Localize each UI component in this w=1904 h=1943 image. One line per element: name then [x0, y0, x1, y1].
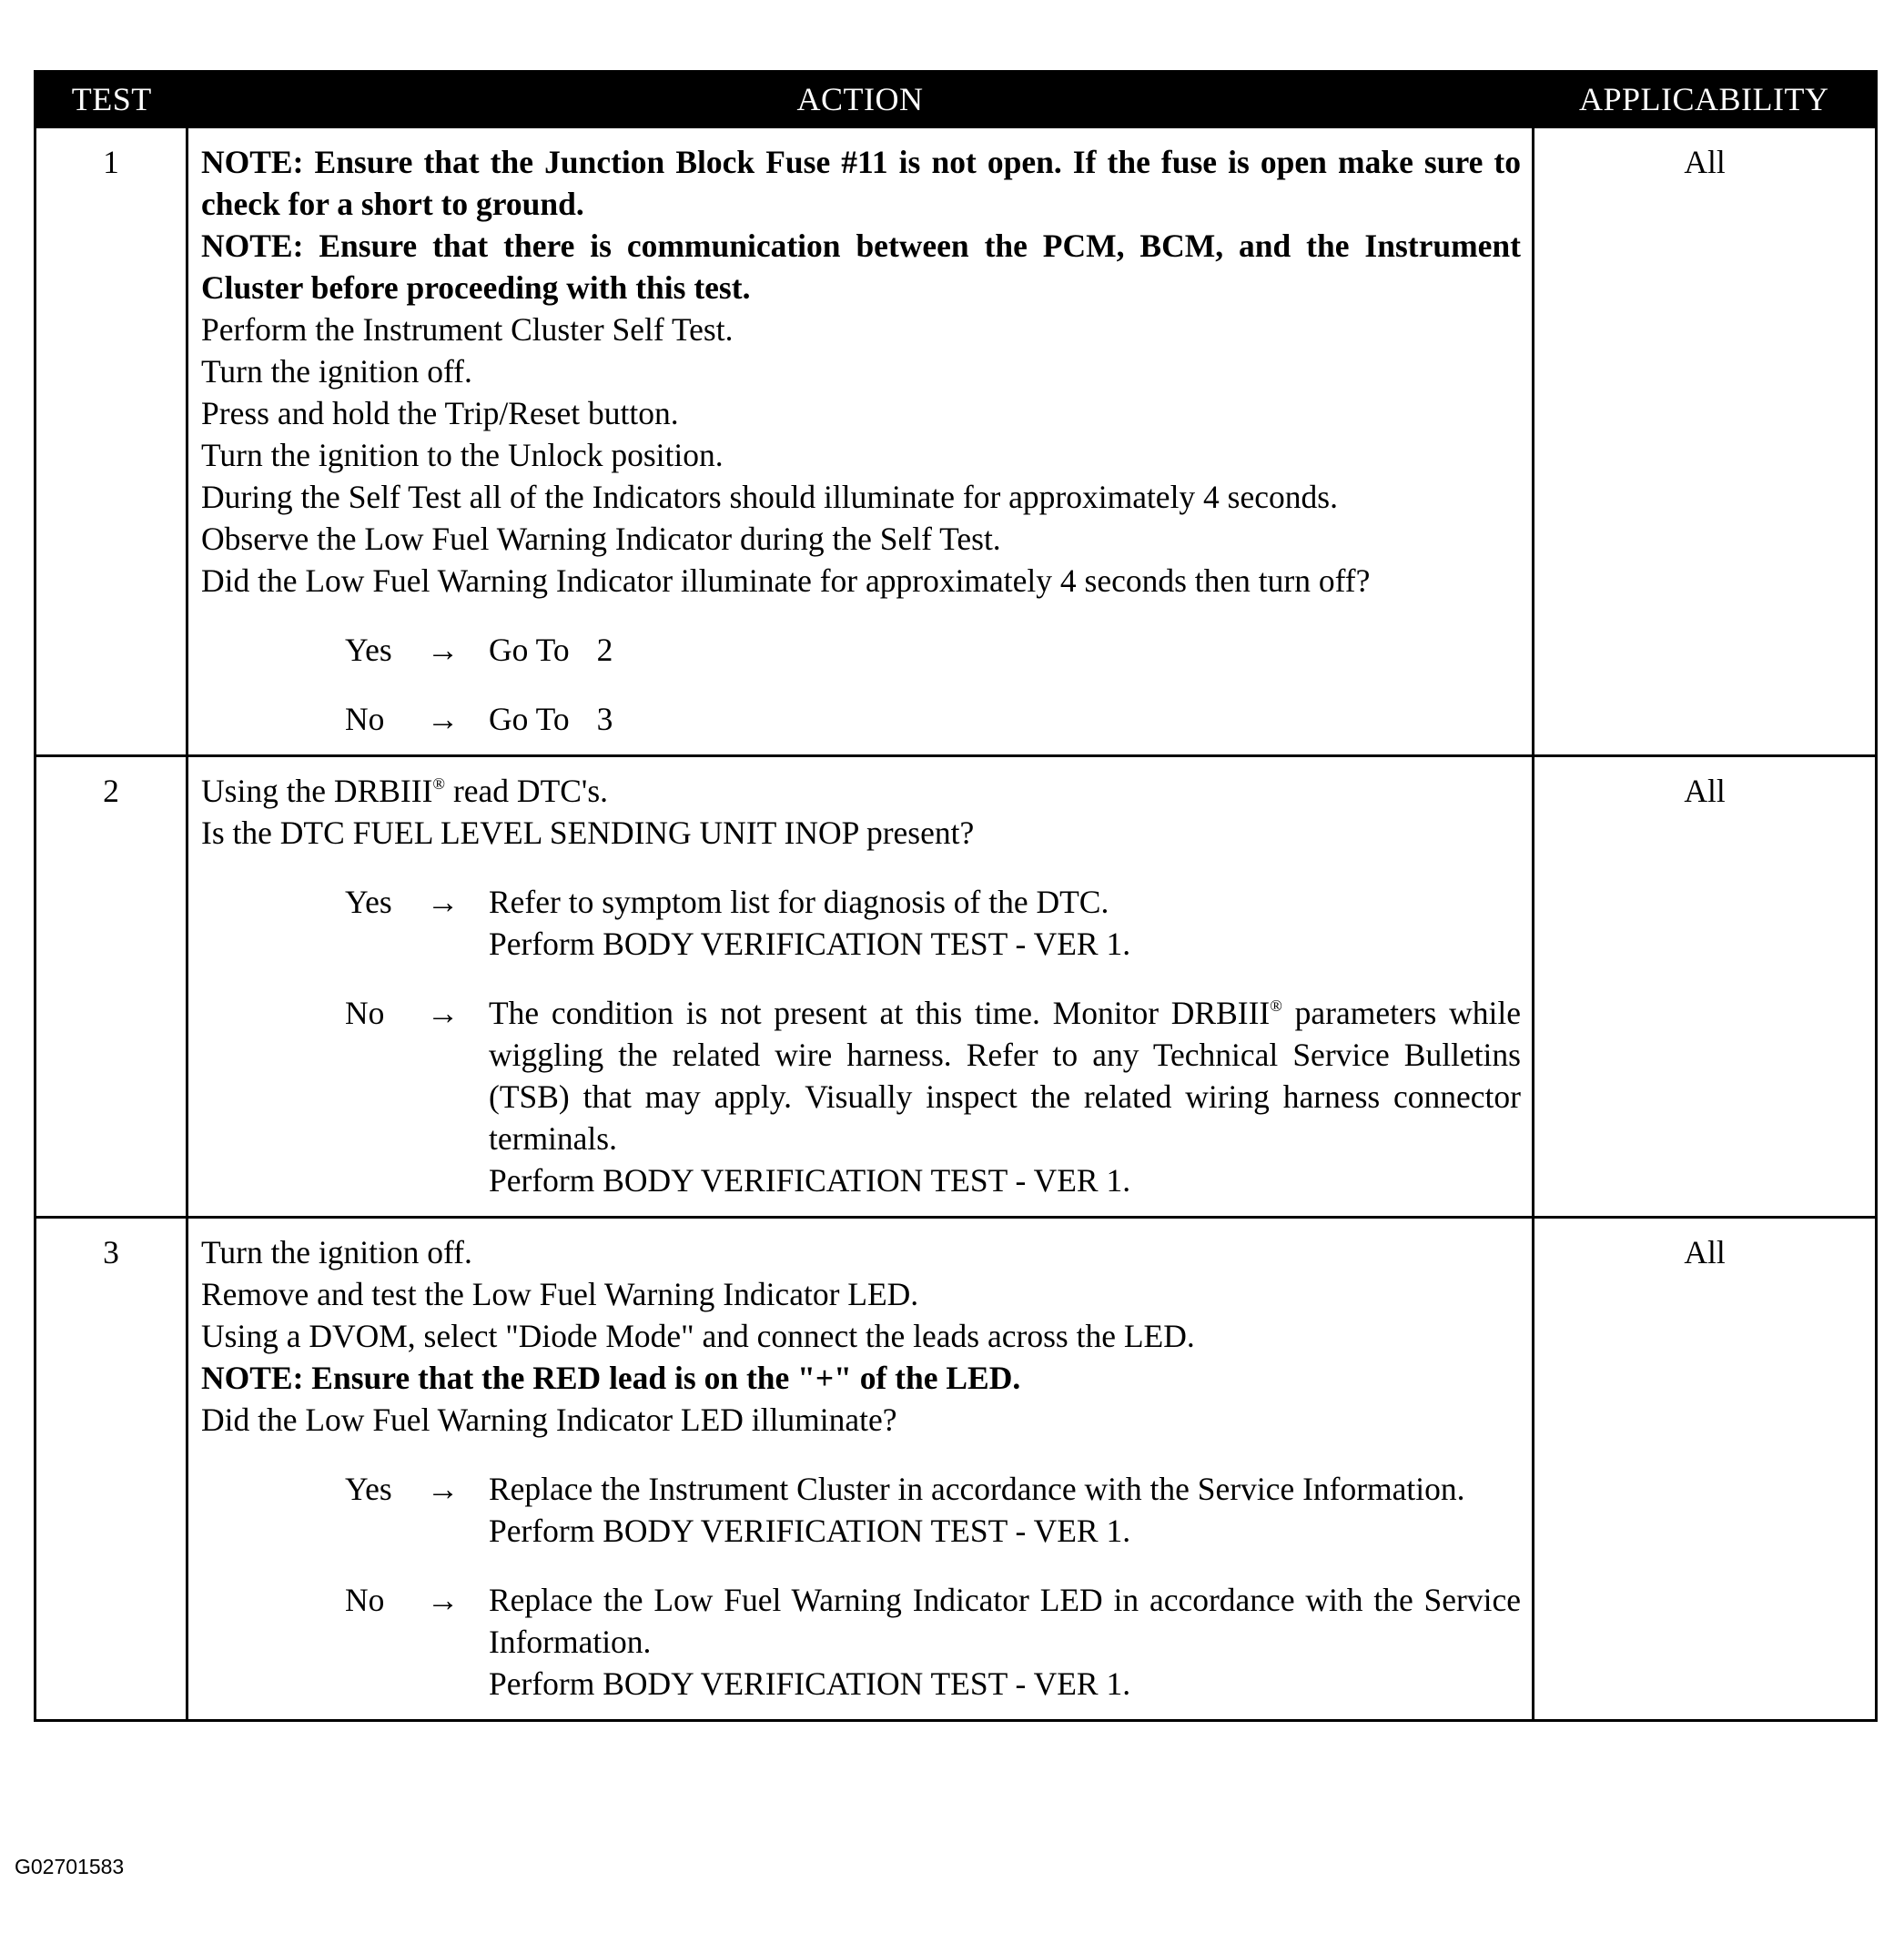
arrow-icon: → — [427, 701, 460, 737]
header-action: ACTION — [187, 72, 1534, 127]
header-test: TEST — [35, 72, 187, 127]
yes-label: Yes — [345, 1471, 392, 1507]
goto-label: Go To — [489, 632, 570, 668]
question-text: Did the Low Fuel Warning Indicator illuminate for approximately 4 seconds then turn off? — [201, 562, 1371, 599]
test-number: 1 — [35, 127, 187, 756]
no-outcome — [345, 698, 1521, 740]
action-cell — [187, 127, 1534, 756]
goto-result — [489, 629, 1521, 671]
test-number: 2 — [35, 756, 187, 1218]
step-text-part: read DTC's. — [445, 773, 609, 809]
result-text: Replace the Low Fuel Warning Indicator LED in accordance with the Service Information. — [489, 1582, 1521, 1660]
step-text: Perform the Instrument Cluster Self Test. — [201, 311, 734, 348]
no-label: No — [345, 1582, 385, 1618]
no-label: No — [345, 701, 385, 737]
test-number: 3 — [35, 1218, 187, 1721]
yes-label: Yes — [345, 884, 392, 920]
registered-mark: ® — [1270, 997, 1282, 1015]
result-text-part: The condition is not present at this time. Monitor DRBIII — [489, 995, 1271, 1031]
question-text: Is the DTC FUEL LEVEL SENDING UNIT INOP present? — [201, 815, 975, 851]
applicability-value: All — [1534, 756, 1877, 1218]
result-text — [489, 992, 1521, 1159]
no-outcome — [345, 992, 1521, 1201]
goto-label: Go To — [489, 701, 570, 737]
arrow-icon: → — [427, 884, 460, 920]
table-row — [35, 756, 1877, 1218]
verification-text: Perform BODY VERIFICATION TEST - VER 1. — [489, 1665, 1131, 1702]
verification-text: Perform BODY VERIFICATION TEST - VER 1. — [489, 1162, 1131, 1199]
outcome-result — [489, 881, 1521, 965]
note-text: NOTE: Ensure that there is communication between the PCM, BCM, and the Instrument Cluster before proceeding with this test. — [201, 228, 1521, 306]
result-text: Replace the Instrument Cluster in accordance with the Service Information. — [489, 1471, 1465, 1507]
step-text: Press and hold the Trip/Reset button. — [201, 395, 679, 431]
arrow-icon: → — [427, 632, 460, 668]
result-text: Refer to symptom list for diagnosis of the DTC. — [489, 884, 1109, 920]
yes-label: Yes — [345, 632, 392, 668]
step-text: During the Self Test all of the Indicators should illuminate for approximately 4 seconds. — [201, 479, 1338, 515]
arrow-icon: → — [427, 995, 460, 1031]
registered-mark: ® — [432, 774, 446, 793]
no-outcome — [345, 1579, 1521, 1705]
applicability-value: All — [1534, 127, 1877, 756]
step-text — [201, 770, 1521, 812]
action-cell — [187, 756, 1534, 1218]
goto-result — [489, 698, 1521, 740]
result-text-part: parameters while wiggling the related wire harness. Refer to any Technical Service Bulletins (TSB) that may apply. Visually inspect the related wiring harness connector terminals. — [489, 995, 1521, 1157]
table-row — [35, 127, 1877, 756]
header-applicability: APPLICABILITY — [1534, 72, 1877, 127]
action-cell — [187, 1218, 1534, 1721]
yes-outcome — [345, 629, 1521, 671]
step-text: Remove and test the Low Fuel Warning Indicator LED. — [201, 1276, 919, 1312]
outcome-result — [489, 1579, 1521, 1705]
yes-outcome — [345, 1468, 1521, 1552]
arrow-icon: → — [427, 1582, 460, 1618]
diagnostic-test-table — [34, 70, 1878, 1722]
note-text: NOTE: Ensure that the Junction Block Fuse #11 is not open. If the fuse is open make sure to check for a short to ground. — [201, 144, 1521, 222]
step-text: Turn the ignition to the Unlock position. — [201, 437, 724, 473]
table-header-row — [35, 72, 1877, 127]
verification-text: Perform BODY VERIFICATION TEST - VER 1. — [489, 1513, 1131, 1549]
step-text-part: Using the DRBIII — [201, 773, 433, 809]
question-text: Did the Low Fuel Warning Indicator LED illuminate? — [201, 1402, 897, 1438]
table-row — [35, 1218, 1877, 1721]
outcome-result — [489, 1468, 1521, 1552]
yes-outcome — [345, 881, 1521, 965]
step-text: Observe the Low Fuel Warning Indicator during the Self Test. — [201, 521, 1001, 557]
goto-target: 3 — [596, 701, 613, 737]
note-text: NOTE: Ensure that the RED lead is on the "+" of the LED. — [201, 1360, 1021, 1396]
figure-id: G02701583 — [15, 1855, 125, 1878]
arrow-icon: → — [427, 1471, 460, 1507]
goto-target: 2 — [596, 632, 613, 668]
outcome-result — [489, 992, 1521, 1201]
step-text: Using a DVOM, select "Diode Mode" and connect the leads across the LED. — [201, 1318, 1195, 1354]
step-text: Turn the ignition off. — [201, 353, 472, 390]
applicability-value: All — [1534, 1218, 1877, 1721]
step-text: Turn the ignition off. — [201, 1234, 472, 1270]
verification-text: Perform BODY VERIFICATION TEST - VER 1. — [489, 926, 1131, 962]
no-label: No — [345, 995, 385, 1031]
